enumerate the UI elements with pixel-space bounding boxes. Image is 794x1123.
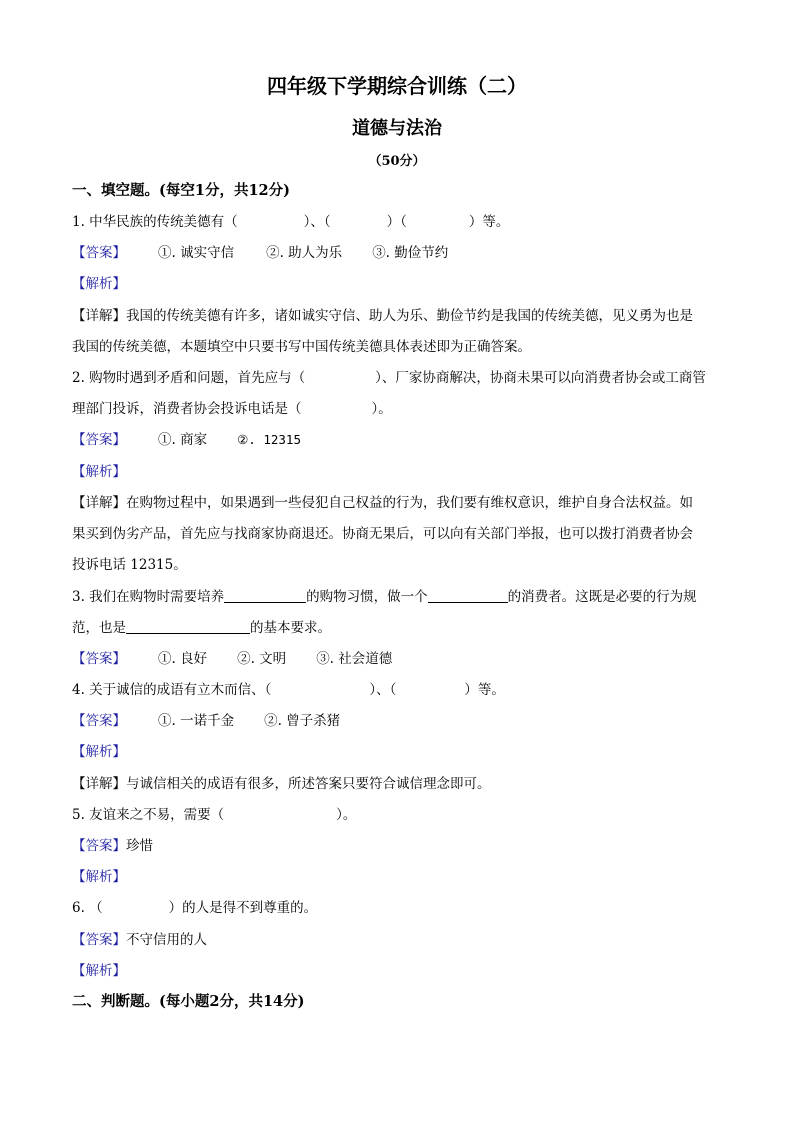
- question-3-line-2: 范，也是 的基本要求。: [72, 620, 331, 636]
- question-2-line-2: 理部门投诉，消费者协会投诉电话是（ ）。: [72, 401, 392, 417]
- subject-title: 道德与法治: [352, 118, 442, 139]
- detail-1-line-2: 我国的传统美德，本题填空中只要书写中国传统美德具体表述即为正确答案。: [72, 339, 531, 355]
- question-5: 5. 友谊来之不易，需要（ ）。: [72, 807, 357, 823]
- question-3-line-1: 3. 我们在购物时需要培养 的购物习惯，做一个 的消费者。这既是必要的行为规: [72, 589, 697, 605]
- answer-4: 【答案】 ①. 一诺千金 ②. 曾子杀猪: [72, 713, 341, 729]
- answer-3: 【答案】 ①. 良好 ②. 文明 ③. 社会道德: [72, 651, 393, 667]
- answer-2: 【答案】 ①. 商家 ②. 12315: [72, 432, 301, 448]
- answer-6: 【答案】不守信用的人: [72, 932, 207, 948]
- question-2-line-1: 2. 购物时遇到矛盾和问题，首先应与（ ）、厂家协商解决，协商未果可以向消费者协会或工商管: [72, 370, 706, 386]
- analysis-6: 【解析】: [72, 963, 126, 979]
- question-6: 6. （ ）的人是得不到尊重的。: [72, 900, 318, 916]
- detail-2-line-2: 果买到伪劣产品，首先应与找商家协商退还。协商无果后，可以向有关部门举报，也可以拨打消费者协会: [72, 526, 693, 542]
- detail-4: 【详解】与诚信相关的成语有很多，所述答案只要符合诚信理念即可。: [72, 776, 491, 792]
- detail-1-line-1: 【详解】我国的传统美德有许多，诸如诚实守信、助人为乐、勤俭节约是我国的传统美德，见义勇为也是: [72, 308, 693, 324]
- question-4: 4. 关于诚信的成语有立木而信、（ ）、（ ）等。: [72, 682, 505, 698]
- total-score: （50分）: [368, 154, 426, 169]
- detail-2-line-3: 投诉电话 12315。: [72, 557, 187, 573]
- question-1: 1. 中华民族的传统美德有（ ）、（ ）（ ）等。: [72, 214, 510, 230]
- analysis-1: 【解析】: [72, 276, 126, 292]
- section-2-heading: 二、判断题。(每小题2分，共14分): [72, 993, 305, 1010]
- analysis-5: 【解析】: [72, 869, 126, 885]
- answer-tag: 【答案】: [72, 245, 126, 261]
- analysis-2: 【解析】: [72, 464, 126, 480]
- section-1-heading: 一、填空题。(每空1分，共12分): [72, 182, 290, 199]
- analysis-4: 【解析】: [72, 744, 126, 760]
- exam-title: 四年级下学期综合训练（二）: [267, 74, 527, 98]
- detail-2-line-1: 【详解】在购物过程中，如果遇到一些侵犯自己权益的行为，我们要有维权意识，维护自身合法权益。如: [72, 495, 693, 511]
- answer-5: 【答案】珍惜: [72, 838, 153, 854]
- answer-1: 【答案】 ①. 诚实守信 ②. 助人为乐 ③. 勤俭节约: [72, 245, 449, 261]
